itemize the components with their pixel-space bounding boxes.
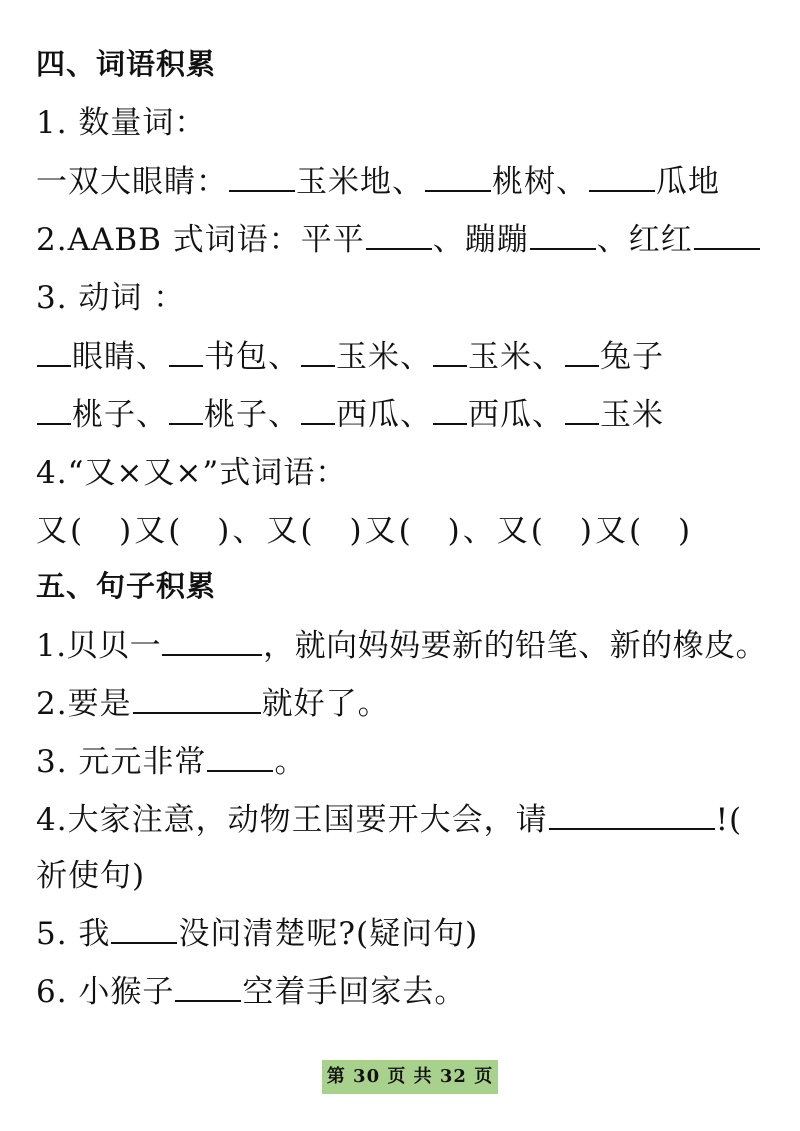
s4-pre: 4.大家注意，动物王国要开大会，请 xyxy=(36,802,548,838)
s5-line xyxy=(36,914,780,954)
q2-blank-1[interactable] xyxy=(366,220,432,250)
s2-blank[interactable] xyxy=(133,684,261,714)
q3-r1-blank-3[interactable] xyxy=(301,337,335,367)
s5-blank[interactable] xyxy=(111,914,177,944)
q3-label: 3. 动词 ： xyxy=(36,280,186,316)
s3-post: 。 xyxy=(274,744,307,780)
s4-post: !( xyxy=(715,802,743,838)
s6-pre: 6. 小猴子 xyxy=(36,974,175,1010)
s1-post: ，就向妈妈要新的铅笔、新的橡皮。 xyxy=(263,628,768,664)
s6-line xyxy=(36,972,780,1012)
s2-pre: 2.要是 xyxy=(36,686,132,722)
s6-blank[interactable] xyxy=(175,972,241,1002)
q3-r1-item: 玉米、 xyxy=(468,339,564,375)
s4-line xyxy=(36,800,780,840)
q3-row-2 xyxy=(36,395,780,435)
q3-r2-item: 桃子、 xyxy=(72,397,168,433)
q3-r2-item: 西瓜、 xyxy=(336,397,432,433)
q1-blank-3[interactable] xyxy=(589,162,655,192)
q3-r2-item: 玉米 xyxy=(600,397,664,433)
q3-r2-item: 西瓜、 xyxy=(468,397,564,433)
q2-blank-3[interactable] xyxy=(694,220,760,250)
q3-r2-blank-2[interactable] xyxy=(169,395,203,425)
q3-r1-blank-4[interactable] xyxy=(433,337,467,367)
s3-blank[interactable] xyxy=(207,742,273,772)
q3-r2-blank-4[interactable] xyxy=(433,395,467,425)
q2-mid-2: 、红红 xyxy=(596,222,693,258)
q4-label: 4.“又×又×”式词语： xyxy=(36,455,348,491)
s5-pre: 5. 我 xyxy=(36,916,111,952)
section5-heading: 五、句子积累 xyxy=(36,569,217,603)
s3-pre: 3. 元元非常 xyxy=(36,744,207,780)
q3-r1-item: 书包、 xyxy=(204,339,300,375)
q3-r2-item: 桃子、 xyxy=(204,397,300,433)
q3-r1-item: 玉米、 xyxy=(336,339,432,375)
section4-heading: 四、词语积累 xyxy=(36,47,217,81)
q1-item-2: 桃树、 xyxy=(492,164,588,200)
q1-line xyxy=(36,162,780,202)
s1-blank[interactable] xyxy=(162,626,262,656)
s4-blank[interactable] xyxy=(549,800,715,830)
q3-r1-item: 眼睛、 xyxy=(72,339,168,375)
q3-r1-item: 兔子 xyxy=(600,339,664,375)
q2-line xyxy=(36,220,780,260)
q2-blank-2[interactable] xyxy=(530,220,596,250)
page-number-badge: 第 30 页 共 32 页 xyxy=(322,1060,498,1094)
s2-post: 就好了。 xyxy=(261,686,390,722)
q1-item-3: 瓜地 xyxy=(656,164,720,200)
s6-post: 空着手回家去。 xyxy=(242,974,467,1010)
q1-item-1: 玉米地、 xyxy=(296,164,424,200)
q4-pattern[interactable]: 又( )又( )、又( )又( )、又( )又( ) xyxy=(36,513,694,549)
q2-lead: 2.AABB 式词语：平平 xyxy=(36,222,365,258)
q3-r1-blank-2[interactable] xyxy=(169,337,203,367)
q1-blank-2[interactable] xyxy=(425,162,491,192)
s5-post: 没问清楚呢?(疑问句) xyxy=(178,916,479,952)
q3-r2-blank-5[interactable] xyxy=(565,395,599,425)
q3-r2-blank-1[interactable] xyxy=(37,395,71,425)
q3-r2-blank-3[interactable] xyxy=(301,395,335,425)
q3-r1-blank-5[interactable] xyxy=(565,337,599,367)
s1-pre: 1.贝贝一 xyxy=(36,628,162,664)
q2-mid-1: 、蹦蹦 xyxy=(432,222,529,258)
q3-r1-blank-1[interactable] xyxy=(37,337,71,367)
q1-lead: 一双大眼睛： xyxy=(36,164,228,200)
s1-line xyxy=(36,626,780,666)
s3-line xyxy=(36,742,780,782)
q1-blank-1[interactable] xyxy=(229,162,295,192)
q3-row-1 xyxy=(36,337,780,377)
s2-line xyxy=(36,684,780,724)
q1-label: 1. 数量词： xyxy=(36,105,207,141)
s4-continuation: 祈使句) xyxy=(36,858,146,894)
